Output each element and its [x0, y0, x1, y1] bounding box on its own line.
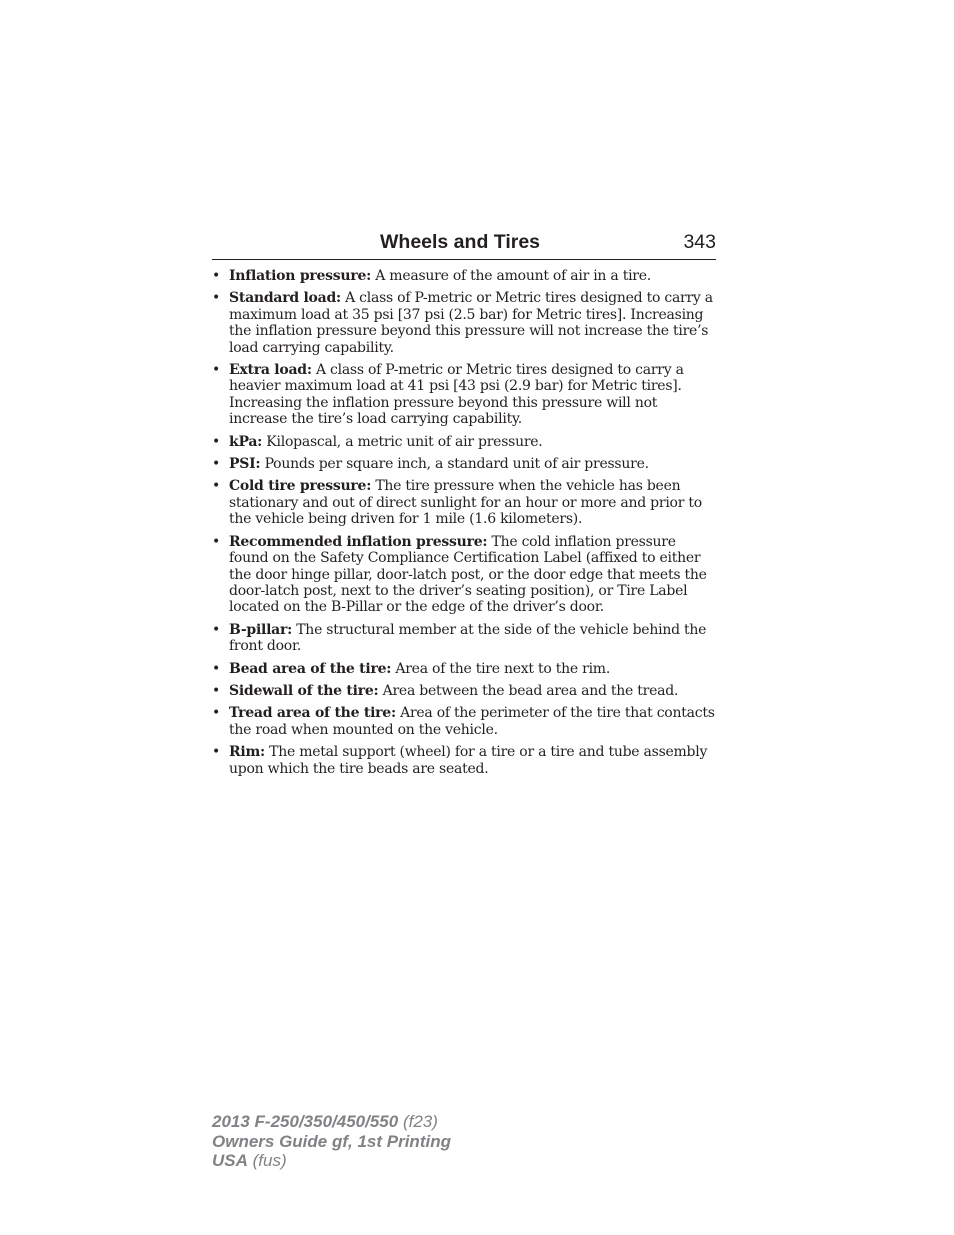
- bullet-icon: •: [212, 478, 221, 495]
- glossary-item: [212, 478, 718, 527]
- glossary-definition: A class of P-metric or Metric tires designed to carry a maximum load at 35 psi [37 psi (2.5 bar) for Metric tires]. Increasing the inflation pressure beyond this pressure will not increase the tire’s load carrying capability.: [229, 290, 713, 356]
- bullet-icon: •: [212, 433, 221, 450]
- glossary-term: Bead area of the tire:: [229, 660, 392, 677]
- glossary-definition: Area between the bead area and the tread.: [382, 682, 679, 699]
- glossary-item: [212, 705, 718, 738]
- glossary-term: Recommended inflation pressure:: [229, 533, 488, 550]
- glossary-item: [212, 268, 718, 284]
- glossary-definition: A class of P-metric or Metric tires designed to carry a heavier maximum load at 41 psi [43 psi (2.9 bar) for Metric tires]. Increasing the inflation pressure beyond this pressure will not increase the tire’s load carrying capability.: [229, 362, 684, 428]
- glossary-definition: Pounds per square inch, a standard unit of air pressure.: [264, 456, 649, 473]
- glossary-term: Extra load:: [229, 362, 312, 379]
- bullet-icon: •: [212, 362, 221, 379]
- glossary-item: [212, 622, 718, 655]
- tire-terminology-list: [212, 268, 718, 783]
- glossary-item: [212, 434, 718, 450]
- glossary-item: [212, 456, 718, 472]
- bullet-icon: •: [212, 290, 221, 307]
- glossary-term: Tread area of the tire:: [229, 705, 396, 722]
- document-footer: [212, 1112, 451, 1171]
- glossary-definition: Area of the perimeter of the tire that contacts the road when mounted on the vehicle.: [229, 705, 715, 738]
- glossary-item: [212, 290, 718, 356]
- glossary-term: PSI:: [229, 456, 261, 473]
- glossary-item: [212, 744, 718, 777]
- bullet-icon: •: [212, 456, 221, 473]
- glossary-definition: The cold inflation pressure found on the Safety Compliance Certification Label (affixed to either the door hinge pillar, door-latch post, or the door edge that meets the door-latch post, next to the driver’s seating position), or Tire Label located on the B-Pillar or the edge of the driver’s door.: [229, 533, 707, 616]
- glossary-item: [212, 661, 718, 677]
- bullet-icon: •: [212, 682, 221, 699]
- footer-model-code: (f23): [398, 1112, 438, 1131]
- glossary-term: Standard load:: [229, 290, 341, 307]
- bullet-icon: •: [212, 268, 221, 284]
- section-title: Wheels and Tires: [380, 231, 541, 253]
- glossary-term: Sidewall of the tire:: [229, 682, 379, 699]
- glossary-term: B-pillar:: [229, 621, 293, 638]
- page-number: 343: [683, 231, 716, 253]
- glossary-term: Rim:: [229, 744, 265, 761]
- page-header: [212, 229, 716, 260]
- glossary-item: [212, 362, 718, 428]
- glossary-definition: Area of the tire next to the rim.: [395, 660, 611, 677]
- footer-market-line: [212, 1151, 451, 1171]
- bullet-icon: •: [212, 533, 221, 550]
- glossary-definition: The structural member at the side of the vehicle behind the front door.: [229, 621, 707, 655]
- glossary-term: Inflation pressure:: [229, 268, 372, 284]
- glossary-item: [212, 534, 718, 616]
- footer-market-code: (fus): [247, 1151, 287, 1170]
- glossary-term: Cold tire pressure:: [229, 478, 372, 495]
- glossary-definition: Kilopascal, a metric unit of air pressure.: [266, 433, 543, 450]
- glossary-item: [212, 683, 718, 699]
- bullet-icon: •: [212, 660, 221, 677]
- bullet-icon: •: [212, 621, 221, 638]
- footer-market: USA: [212, 1151, 248, 1170]
- glossary-definition: The tire pressure when the vehicle has been stationary and out of direct sunlight for an hour or more and prior to the vehicle being driven for 1 mile (1.6 kilometers).: [229, 478, 702, 528]
- glossary-term: kPa:: [229, 433, 263, 450]
- bullet-icon: •: [212, 744, 221, 761]
- footer-model-line: [212, 1112, 451, 1132]
- footer-printing: Owners Guide gf, 1st Printing: [212, 1131, 451, 1151]
- bullet-icon: •: [212, 705, 221, 722]
- glossary-definition: A measure of the amount of air in a tire.: [375, 268, 651, 284]
- glossary-definition: The metal support (wheel) for a tire or a tire and tube assembly upon which the tire beads are seated.: [229, 744, 708, 777]
- footer-model: 2013 F-250/350/450/550: [212, 1112, 399, 1131]
